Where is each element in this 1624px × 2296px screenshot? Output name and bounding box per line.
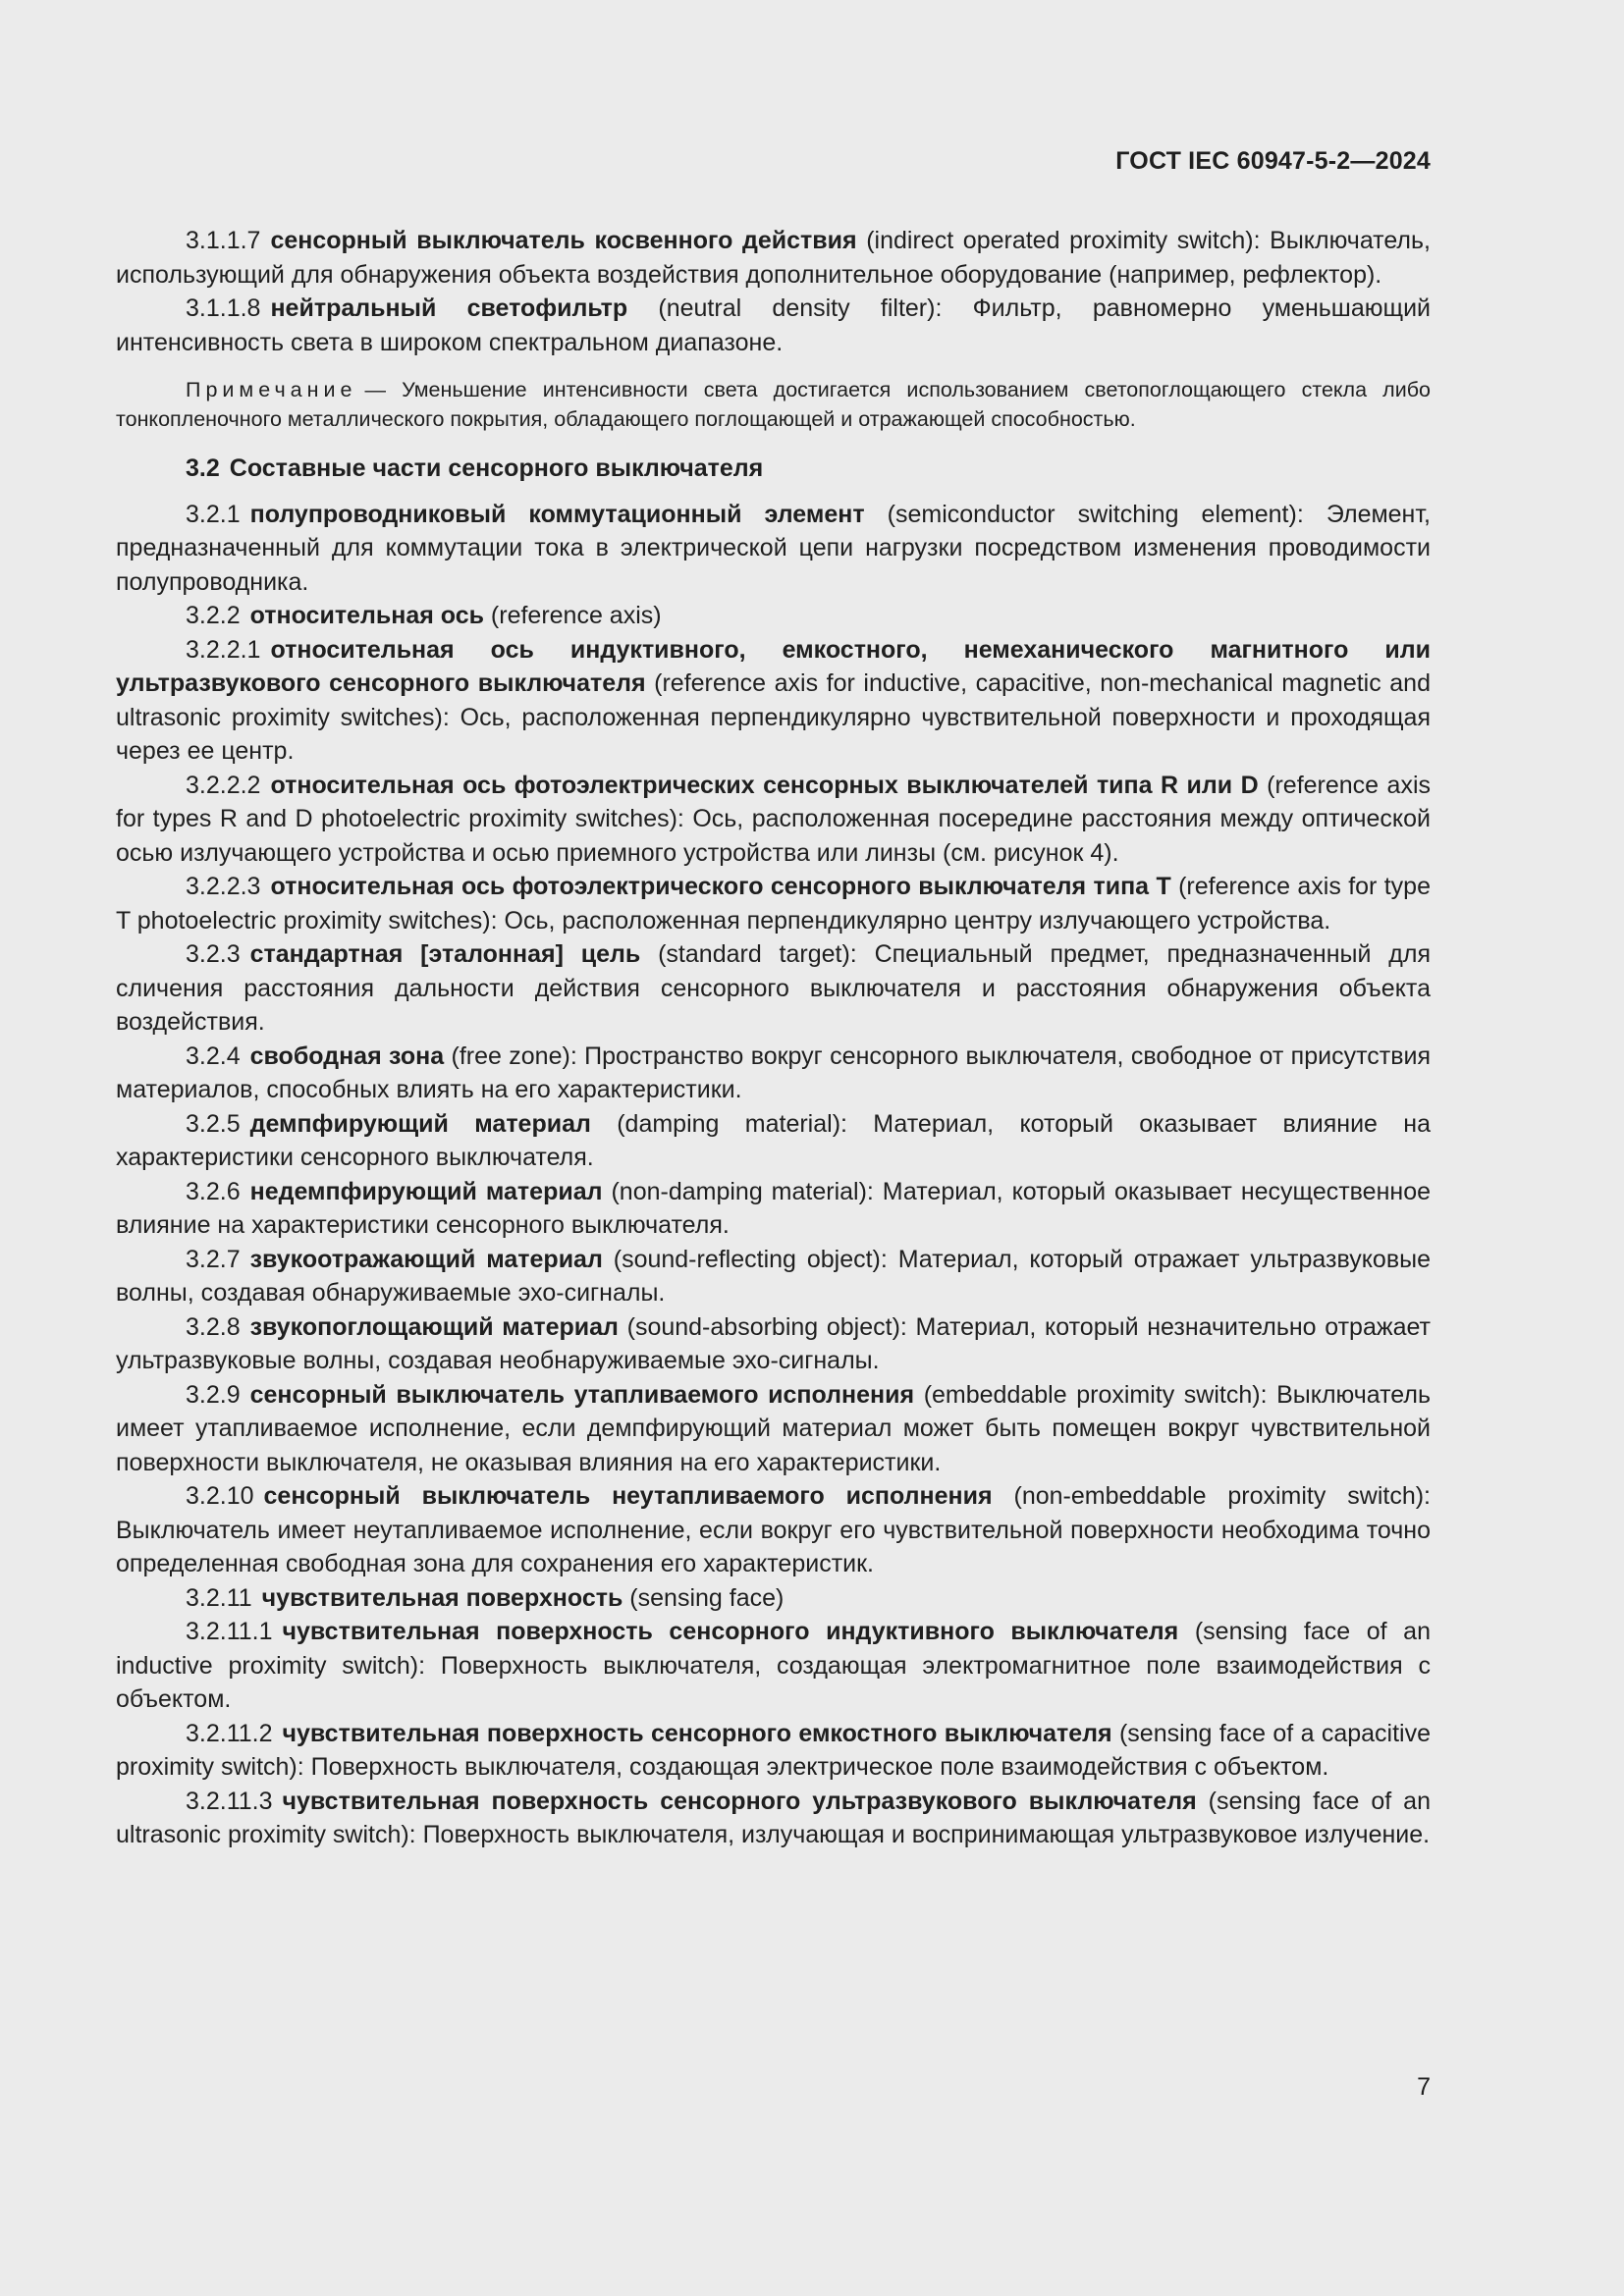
- definition-paragraph: [116, 292, 1431, 359]
- definition-paragraph: [116, 1243, 1431, 1310]
- term: чувствительная поверхность: [261, 1583, 623, 1612]
- definition-paragraph: [116, 1310, 1431, 1378]
- term: стандартная [эталонная] цель: [249, 940, 641, 968]
- definition-text: (sound-reflecting object): Материал, который отражает ультразвуковые волны, создавая обнаруживаемые эхо-сигналы.: [116, 1245, 1431, 1307]
- clause-number: 3.2.2.3: [186, 873, 261, 900]
- definition-text: (sensing face of a capacitive proximity switch): Поверхность выключателя, создающая электрическое поле взаимодействия с объектом.: [116, 1719, 1431, 1781]
- definition-text: (non-damping material): Материал, который оказывает несущественное влияние на характеристики сенсорного выключателя.: [116, 1177, 1431, 1239]
- definition-text: (sensing face of an inductive proximity switch): Поверхность выключателя, создающая электромагнитное поле взаимодействия с объектом.: [116, 1618, 1431, 1713]
- definition-text: (neutral density filter): Фильтр, равномерно уменьшающий интенсивность света в широком спектральном диапазоне.: [116, 294, 1432, 356]
- definition-paragraph: [116, 599, 1431, 633]
- definition-paragraph: [116, 1175, 1431, 1243]
- clause-number: 3.2.4: [186, 1041, 241, 1070]
- term: звукоотражающий материал: [249, 1245, 603, 1273]
- term: демпфирующий материал: [249, 1109, 591, 1138]
- clause-number: 3.2.10: [186, 1482, 254, 1510]
- term: звукопоглощающий материал: [249, 1312, 619, 1341]
- clause-number: 3.1.1.7: [186, 227, 261, 254]
- term: относительная ось фотоэлектрических сенсорных выключателей типа R или D: [270, 771, 1259, 799]
- clause-number: 3.2.11: [186, 1583, 252, 1612]
- definition-text: (free zone): Пространство вокруг сенсорного выключателя, свободное от присутствия материалов, способных влиять на его характеристики.: [116, 1041, 1431, 1103]
- term: сенсорный выключатель утапливаемого исполнения: [249, 1380, 915, 1409]
- clause-number: 3.2.2: [186, 602, 241, 629]
- definition-paragraph: [116, 1479, 1431, 1581]
- definition-text: (reference axis for types R and D photoelectric proximity switches): Ось, расположенная посередине расстояния между оптической осью излучающего устройства и осью приемного устройства или линзы (см. рисунок 4).: [116, 771, 1431, 867]
- definition-text: (standard target): Специальный предмет, предназначенный для сличения расстояния дальности действия сенсорного выключателя и расстояния обнаружения объекта воздействия.: [116, 940, 1431, 1036]
- definition-text: (embeddable proximity switch): Выключатель имеет утапливаемое исполнение, если демпфирующий материал может быть помещен вокруг чувствительной поверхности выключателя, не оказывая влияния на его характеристики.: [116, 1380, 1431, 1476]
- definition-paragraph: [116, 1107, 1431, 1175]
- term: относительная ось фотоэлектрического сенсорного выключателя типа T: [270, 873, 1171, 900]
- section-heading: [116, 452, 1431, 486]
- term: нейтральный светофильтр: [270, 294, 628, 322]
- clause-number: 3.2.1: [186, 500, 241, 528]
- clause-number: 3.2.6: [186, 1177, 241, 1205]
- clause-number: 3.2.11.2: [186, 1719, 273, 1747]
- definition-text: (indirect operated proximity switch): Выключатель, использующий для обнаружения объекта воздействия дополнительное оборудование (например, рефлектор).: [116, 227, 1431, 289]
- definition-text: (non-embeddable proximity switch): Выключатель имеет неутапливаемое исполнение, если вокруг его чувствительной поверхности необходима точно определенная свободная зона для сохранения его характеристик.: [116, 1482, 1431, 1577]
- clause-number: 3.2.11.3: [186, 1787, 273, 1815]
- term: относительная ось: [249, 602, 484, 629]
- note-label: Примечание: [186, 378, 357, 401]
- definition-text: (damping material): Материал, который оказывает влияние на характеристики сенсорного выключателя.: [116, 1109, 1431, 1171]
- definition-paragraph: [116, 1040, 1431, 1107]
- term: недемпфирующий материал: [249, 1177, 603, 1205]
- term: свободная зона: [249, 1041, 445, 1070]
- definition-paragraph: [116, 1615, 1431, 1717]
- clause-number: 3.2.2.1: [186, 635, 261, 664]
- definition-text: (sensing face of an ultrasonic proximity switch): Поверхность выключателя, излучающая и воспринимающая ультразвуковое излучение.: [116, 1787, 1431, 1848]
- term: чувствительная поверхность сенсорного индуктивного выключателя: [282, 1618, 1179, 1645]
- term: чувствительная поверхность сенсорного емкостного выключателя: [282, 1719, 1112, 1747]
- page-number: 7: [1417, 2073, 1431, 2101]
- clause-number: 3.2.2.2: [186, 771, 261, 799]
- clause-number: 3.2.11.1: [186, 1618, 273, 1645]
- clause-number: 3.2.7: [186, 1245, 241, 1273]
- section-title: Составные части сенсорного выключателя: [229, 454, 764, 482]
- definitions-block-1: [116, 224, 1431, 359]
- term: чувствительная поверхность сенсорного ультразвукового выключателя: [282, 1787, 1197, 1815]
- term: сенсорный выключатель косвенного действия: [270, 227, 857, 254]
- definition-text: (reference axis for type T photoelectric proximity switches): Ось, расположенная перпендикулярно центру излучающего устройства.: [116, 873, 1431, 934]
- definition-text: (sound-absorbing object): Материал, который незначительно отражает ультразвуковые волны, создавая необнаруживаемые эхо-сигналы.: [116, 1312, 1431, 1374]
- definition-paragraph: [116, 1785, 1431, 1852]
- definition-text: (reference axis for inductive, capacitive, non-mechanical magnetic and ultrasonic proximity switches): Ось, расположенная перпендикулярно чувствительной поверхности и проходящая через ее центр.: [116, 669, 1431, 765]
- clause-number: 3.2.5: [186, 1109, 241, 1138]
- definition-text: (semiconductor switching element): Элемент, предназначенный для коммутации тока в электрической цепи нагрузки посредством изменения проводимости полупроводника.: [116, 500, 1431, 596]
- clause-number: 3.2.9: [186, 1380, 241, 1409]
- definition-paragraph: [116, 224, 1431, 292]
- definition-paragraph: [116, 937, 1431, 1040]
- definitions-block-2: [116, 498, 1431, 1852]
- definition-paragraph: [116, 633, 1431, 769]
- definition-paragraph: [116, 498, 1431, 600]
- note-text: — Уменьшение интенсивности света достигается использованием светопоглощающего стекла либо тонкопленочного металлического покрытия, обладающего поглощающей и отражающей способностью.: [116, 378, 1431, 431]
- clause-number: 3.2.8: [186, 1312, 241, 1341]
- definition-text: (sensing face): [623, 1583, 785, 1612]
- term: сенсорный выключатель неутапливаемого исполнения: [263, 1482, 993, 1510]
- term: полупроводниковый коммутационный элемент: [249, 500, 865, 528]
- definition-text: (reference axis): [483, 602, 662, 629]
- definition-paragraph: [116, 1717, 1431, 1785]
- definition-paragraph: [116, 1581, 1431, 1616]
- definition-paragraph: [116, 769, 1431, 871]
- section-number: 3.2: [186, 454, 220, 482]
- term: относительная ось индуктивного, емкостного, немеханического магнитного или ультразвукового сенсорного выключателя: [116, 635, 1431, 697]
- definition-paragraph: [116, 870, 1431, 937]
- standard-header: ГОСТ IEC 60947-5-2—2024: [1115, 147, 1431, 175]
- note-paragraph: [116, 375, 1431, 434]
- clause-number: 3.1.1.8: [186, 294, 261, 322]
- definition-paragraph: [116, 1378, 1431, 1480]
- clause-number: 3.2.3: [186, 940, 241, 968]
- document-body: [116, 224, 1431, 1852]
